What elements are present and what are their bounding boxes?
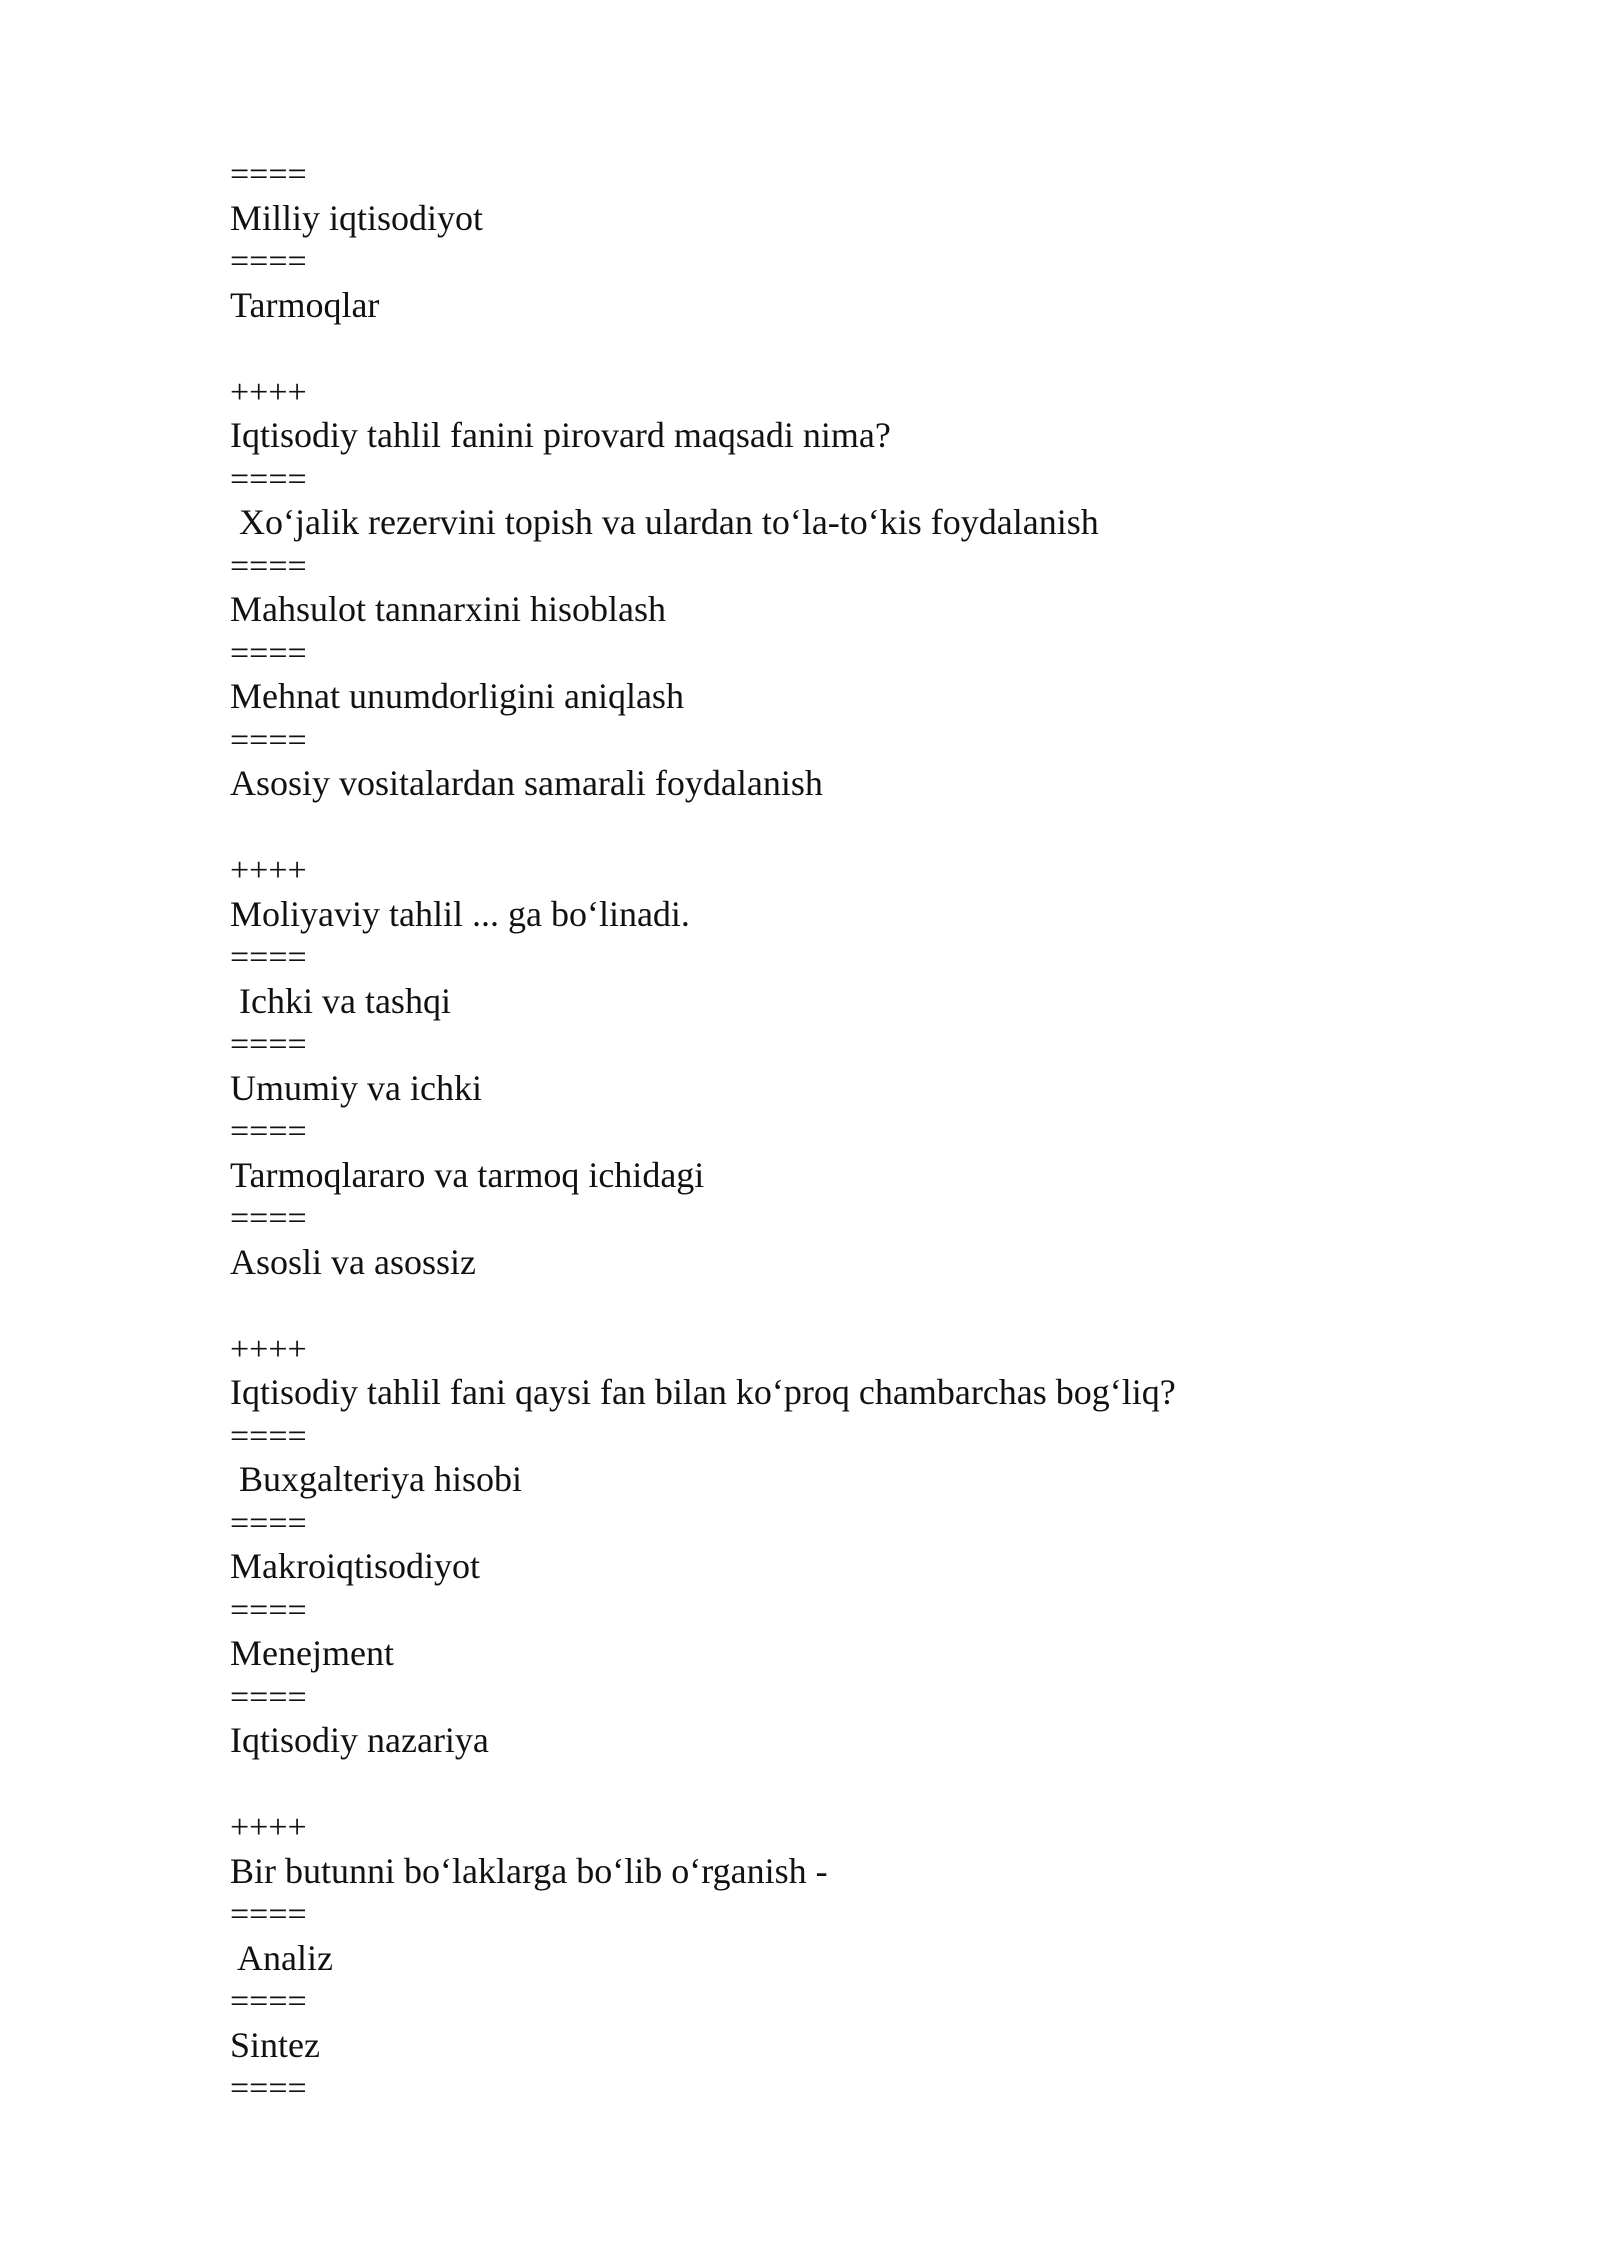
option-text: Tarmoqlararo va tarmoq ichidagi — [230, 1154, 705, 1195]
option-text: Buxgalteriya hisobi — [230, 1459, 522, 1499]
option-separator: ==== — [230, 1417, 307, 1455]
option-separator: ==== — [230, 1113, 307, 1150]
option-separator: ==== — [230, 634, 307, 672]
question-marker: ++++ — [230, 1809, 307, 1846]
blank-line — [230, 1763, 1530, 1807]
question-text: Iqtisodiy tahlil fani qaysi fan bilan ko‘proq chambarchas bog‘liq? — [230, 1372, 1176, 1412]
option-text: Tarmoqlar — [230, 284, 380, 325]
option-text: Mahsulot tannarxini hisoblash — [230, 589, 666, 629]
option-separator: ==== — [230, 1026, 307, 1063]
option-text: Asosli va asossiz — [230, 1241, 476, 1282]
option-separator: ==== — [230, 2070, 307, 2107]
option-text: Analiz — [230, 1937, 333, 1978]
option-text: Milliy iqtisodiyot — [230, 197, 484, 238]
blank-line — [230, 327, 1530, 371]
option-separator: ==== — [230, 721, 307, 759]
question-block — [230, 371, 1530, 806]
option-text: Sintez — [230, 2024, 320, 2065]
question-fragment — [230, 153, 1530, 327]
option-text: Mehnat unumdorligini aniqlash — [230, 676, 684, 716]
option-separator: ==== — [230, 1983, 307, 2020]
question-text: Bir butunni bo‘laklarga bo‘lib o‘rganish - — [230, 1850, 828, 1891]
question-marker: ++++ — [230, 1330, 307, 1368]
question-marker: ++++ — [230, 852, 307, 889]
question-block — [230, 1806, 1530, 2111]
option-separator: ==== — [230, 939, 307, 976]
option-separator: ==== — [230, 1591, 307, 1629]
question-marker: ++++ — [230, 373, 307, 411]
option-separator: ==== — [230, 1200, 307, 1237]
option-text: Menejment — [230, 1633, 394, 1673]
question-text: Iqtisodiy tahlil fanini pirovard maqsadi nima? — [230, 415, 891, 455]
question-block — [230, 1328, 1530, 1763]
question-block — [230, 849, 1530, 1284]
option-separator: ==== — [230, 1504, 307, 1542]
option-text: Iqtisodiy nazariya — [230, 1720, 489, 1760]
option-text: Ichki va tashqi — [230, 980, 451, 1021]
option-text: Asosiy vositalardan samarali foydalanish — [230, 763, 823, 803]
option-text: Xo‘jalik rezervini topish va ulardan to‘la-to‘kis foydalanish — [230, 502, 1099, 542]
document-page — [230, 153, 1530, 2111]
option-separator: ==== — [230, 156, 307, 193]
option-separator: ==== — [230, 547, 307, 585]
blank-line — [230, 1284, 1530, 1328]
option-text: Makroiqtisodiyot — [230, 1546, 480, 1586]
option-separator: ==== — [230, 1678, 307, 1716]
option-separator: ==== — [230, 243, 307, 280]
blank-line — [230, 806, 1530, 850]
option-separator: ==== — [230, 1896, 307, 1933]
option-separator: ==== — [230, 460, 307, 498]
option-text: Umumiy va ichki — [230, 1067, 482, 1108]
question-text: Moliyaviy tahlil ... ga bo‘linadi. — [230, 893, 690, 934]
